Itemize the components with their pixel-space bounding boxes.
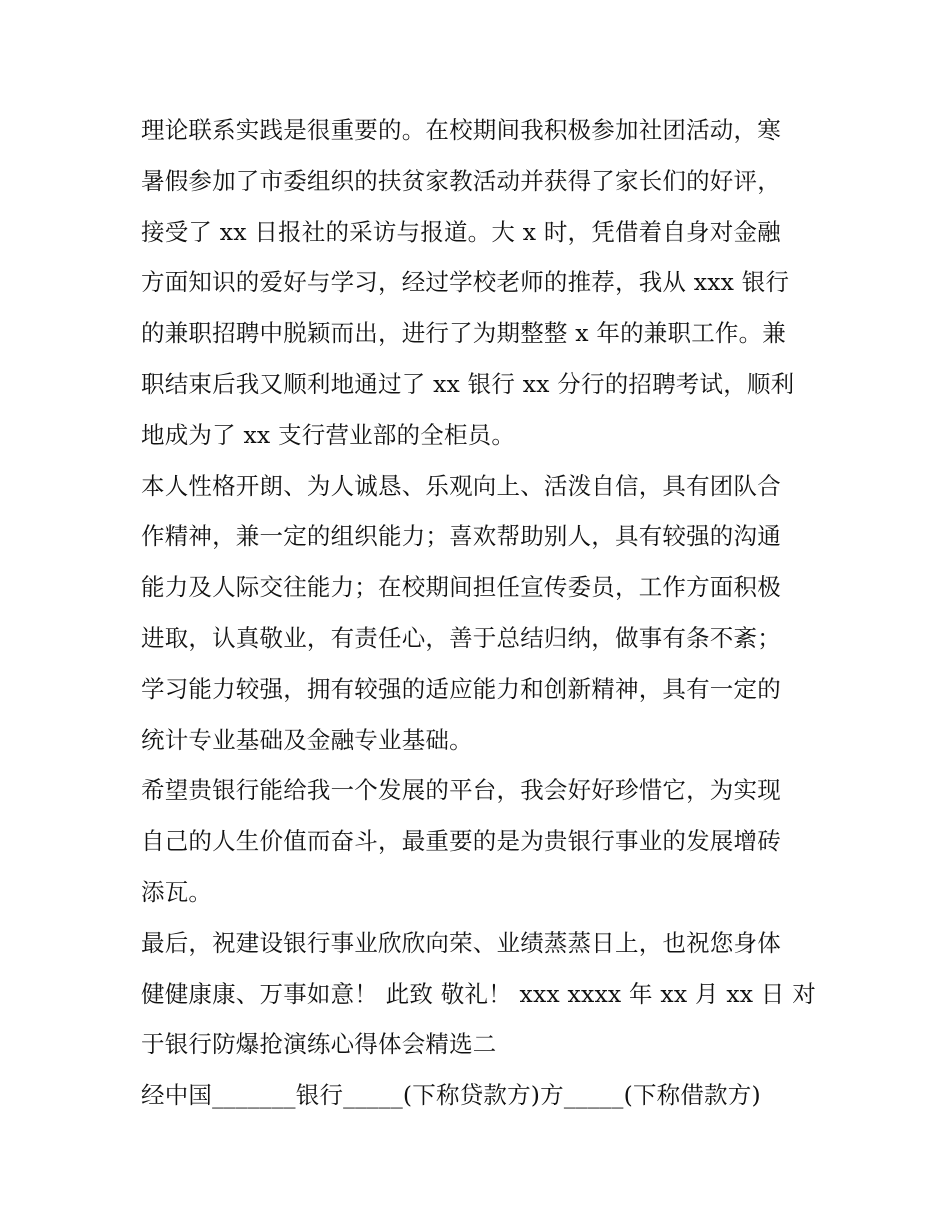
text-line-12: 学习能力较强，拥有较强的适应能力和创新精神，具有一定的 [141, 674, 781, 703]
text-line-7: 地成为了 xx 支行营业部的全柜员。 [141, 420, 516, 449]
text-line-5: 的兼职招聘中脱颖而出，进行了为期整整 x 年的兼职工作。兼 [141, 319, 786, 348]
text-line-19: 于银行防爆抢演练心得体会精选二 [141, 1030, 497, 1059]
text-line-1: 理论联系实践是很重要的。在校期间我积极参加社团活动，寒 [141, 116, 781, 144]
text-line-13: 统计专业基础及金融专业基础。 [141, 725, 473, 754]
document-body [141, 105, 821, 1121]
text-line-14: 希望贵银行能给我一个发展的平台，我会好好珍惜它，为实现 [141, 776, 781, 805]
text-line-15: 自己的人生价值而奋斗，最重要的是为贵银行事业的发展增砖 [141, 827, 781, 856]
text-line-6: 职结束后我又顺利地通过了 xx 银行 xx 分行的招聘考试，顺利 [141, 369, 795, 398]
text-line-4: 方面知识的爱好与学习，经过学校老师的推荐，我从 xxx 银行 [141, 268, 790, 297]
text-line-2: 暑假参加了市委组织的扶贫家教活动并获得了家长们的好评， [141, 166, 781, 195]
text-line-3: 接受了 xx 日报社的采访与报道。大 x 时，凭借着自身对金融 [141, 217, 781, 246]
text-line-17: 最后，祝建设银行事业欣欣向荣、业绩蒸蒸日上，也祝您身体 [141, 928, 781, 957]
text-line-11: 进取，认真敬业，有责任心，善于总结归纳，做事有条不紊； [141, 623, 781, 652]
text-line-18: 健健康康、万事如意！ 此致 敬礼！ xxx xxxx 年 xx 月 xx 日 对 [141, 979, 816, 1008]
text-line-20: 经中国_______银行_____(下称贷款方)方_____(下称借款方) [141, 1081, 761, 1110]
text-line-9: 作精神，兼一定的组织能力；喜欢帮助别人，具有较强的沟通 [141, 522, 781, 551]
text-line-16: 添瓦。 [141, 877, 213, 906]
text-line-10: 能力及人际交往能力；在校期间担任宣传委员，工作方面积极 [141, 573, 781, 602]
text-line-8: 本人性格开朗、为人诚恳、乐观向上、活泼自信，具有团队合 [141, 471, 781, 500]
